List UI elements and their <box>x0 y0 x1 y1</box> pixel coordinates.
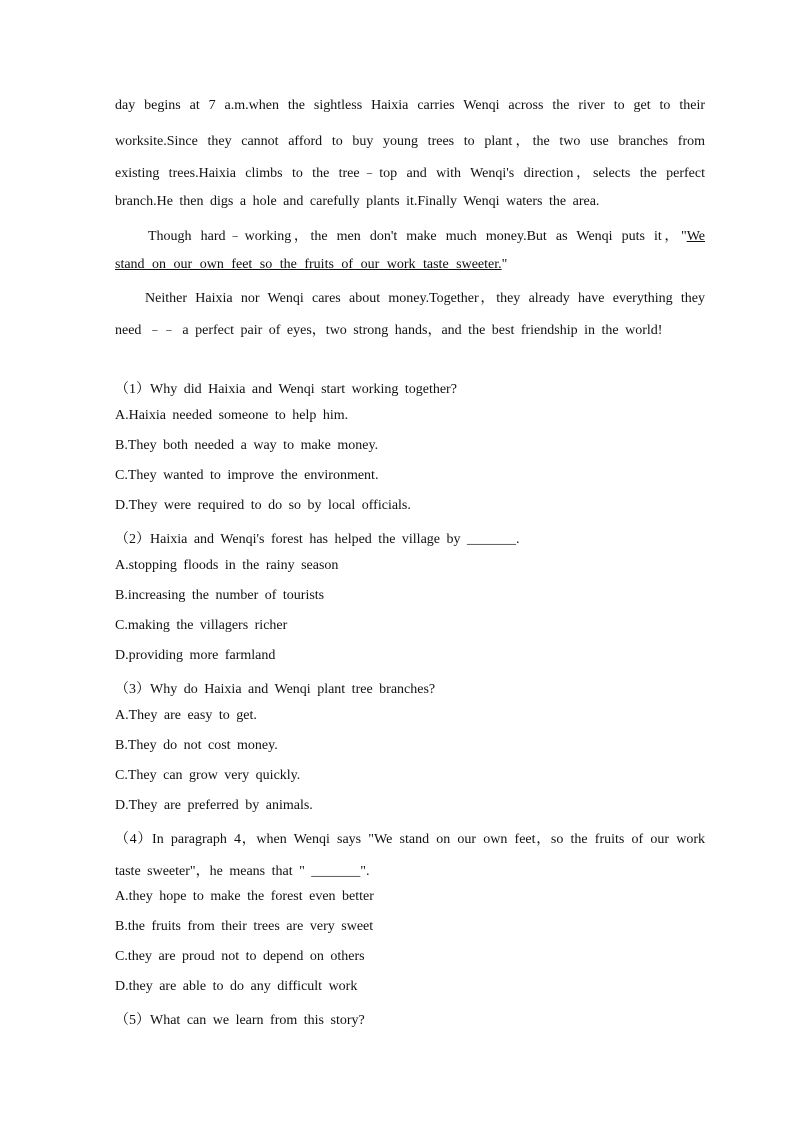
answer-option: D.they are able to do any difficult work <box>115 979 358 994</box>
passage-p1-line: day begins at 7 a.m.when the sightless Haixia carries Wenqi across the river to get to their <box>115 98 705 113</box>
answer-option: C.They can grow very quickly. <box>115 768 301 783</box>
passage-p1-line: branch.He then digs a hole and carefully plants it.Finally Wenqi waters the area. <box>115 194 600 209</box>
passage-p3-line: Neither Haixia nor Wenqi cares about money.Together，they already have everything they <box>145 291 705 306</box>
answer-option: B.They do not cost money. <box>115 738 278 753</box>
question-stem: （5）What can we learn from this story? <box>115 1013 365 1028</box>
passage-p3-line: need ﹣﹣ a perfect pair of eyes，two strong hands，and the best friendship in the world! <box>115 323 663 338</box>
question-stem: （4）In paragraph 4，when Wenqi says "We stand on our own feet，so the fruits of our work <box>115 832 705 847</box>
question-stem: （3）Why do Haixia and Wenqi plant tree branches? <box>115 682 436 697</box>
passage-p2-underlined-quote: stand on our own feet so the fruits of our work taste sweeter. <box>115 257 502 272</box>
answer-option: A.They are easy to get. <box>115 708 257 723</box>
passage-p2-line <box>115 257 705 273</box>
passage-p2-text: Though hard﹣working，the men don't make much money.But as Wenqi puts it，" <box>148 229 687 244</box>
answer-option: A.they hope to make the forest even better <box>115 889 374 904</box>
question-stem: （2）Haixia and Wenqi's forest has helped the village by _______. <box>115 532 520 547</box>
answer-option: C.making the villagers richer <box>115 618 288 633</box>
question-stem: （1）Why did Haixia and Wenqi start working together? <box>115 382 457 397</box>
answer-option: C.They wanted to improve the environment. <box>115 468 379 483</box>
answer-option: A.stopping floods in the rainy season <box>115 558 339 573</box>
answer-option: D.providing more farmland <box>115 648 276 663</box>
question-stem-continued: taste sweeter"，he means that " _______". <box>115 864 370 879</box>
answer-option: D.They are preferred by animals. <box>115 798 313 813</box>
passage-p2-underlined-quote: We <box>686 229 705 244</box>
passage-p2-text: " <box>501 257 508 272</box>
answer-option: D.They were required to do so by local officials. <box>115 498 411 513</box>
passage-p2-line <box>148 225 705 245</box>
answer-option: B.They both needed a way to make money. <box>115 438 379 453</box>
answer-option: A.Haixia needed someone to help him. <box>115 408 349 423</box>
answer-option: B.the fruits from their trees are very sweet <box>115 919 374 934</box>
answer-option: C.they are proud not to depend on others <box>115 949 365 964</box>
passage-p1-line: existing trees.Haixia climbs to the tree﹣top and with Wenqi's direction，selects the perfect <box>115 166 705 181</box>
passage-p1-line: worksite.Since they cannot afford to buy young trees to plant，the two use branches from <box>115 134 705 149</box>
answer-option: B.increasing the number of tourists <box>115 588 325 603</box>
